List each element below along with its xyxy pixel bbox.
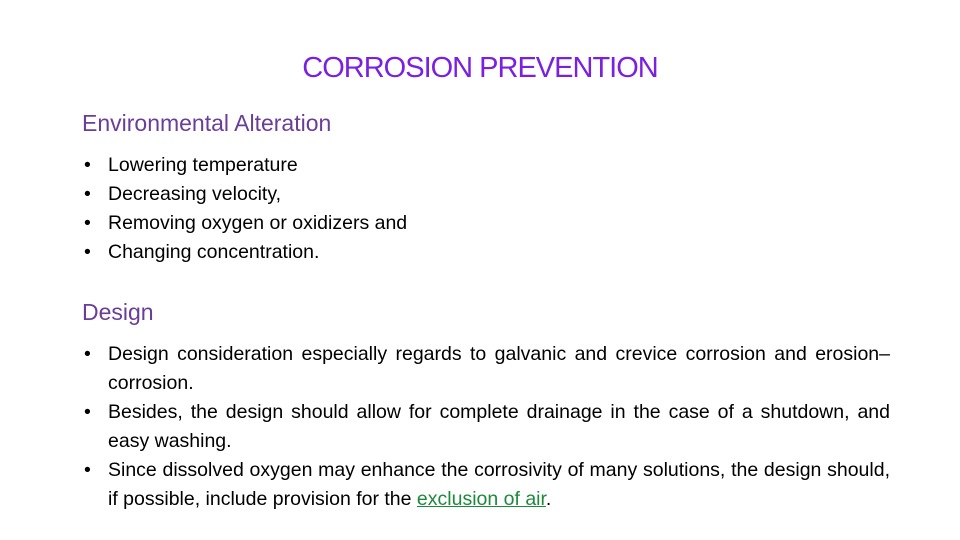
list-item: • Removing oxygen or oxidizers and (82, 209, 407, 238)
list-item (82, 456, 890, 514)
exclusion-of-air-link[interactable]: exclusion of air (416, 488, 546, 510)
list-item: • Design consideration especially regards to galvanic and crevice corrosion and erosion–corrosion. (82, 340, 890, 398)
section-heading-environmental-alteration: Environmental Alteration (82, 110, 332, 136)
design-list (82, 340, 890, 514)
list-item: • Decreasing velocity, (82, 180, 407, 209)
list-item-text: Since dissolved oxygen may enhance the corrosivity of many solutions, the design should, if possible, include provision for the (108, 459, 890, 510)
environmental-alteration-list (82, 151, 407, 267)
list-item: • Besides, the design should allow for complete drainage in the case of a shutdown, and easy washing. (82, 398, 890, 456)
list-item: • Lowering temperature (82, 151, 407, 180)
slide-title: CORROSION PREVENTION (302, 52, 658, 84)
list-item: • Changing concentration. (82, 238, 407, 267)
section-heading-design: Design (82, 299, 154, 325)
list-item-suffix: . (545, 488, 552, 510)
